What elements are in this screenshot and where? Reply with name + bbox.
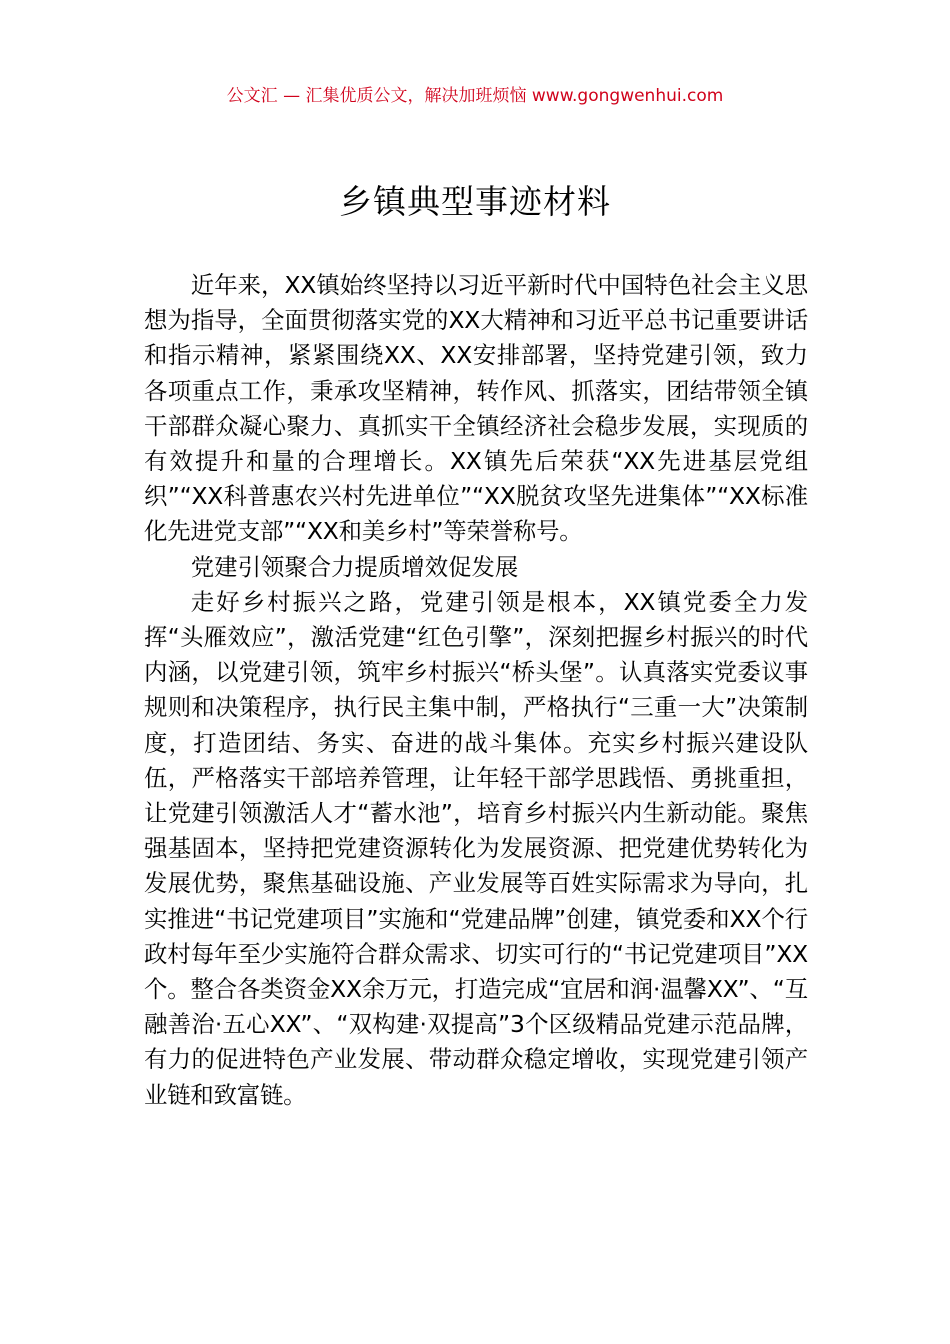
site-banner: 公文汇 — 汇集优质公文，解决加班烦恼 www.gongwenhui.com (226, 86, 724, 106)
document-title: 乡镇典型事迹材料 (339, 182, 611, 221)
section-heading: 党建引领聚合力提质增效促发展 (190, 552, 519, 581)
document-body (144, 268, 808, 1113)
section-paragraph: 走好乡村振兴之路，党建引领是根本，XX镇党委全力发挥“头雁效应”，激活党建“红色引擎”，深刻把握乡村振兴的时代内涵，以党建引领，筑牢乡村振兴“桥头堡”。认真落实党委议事规则和决策程序，执行民主集中制，严格执行“三重一大”决策制度，打造团结、务实、奋进的战斗集体。充实乡村振兴建设队伍，严格落实干部培养管理，让年轻干部学思践悟、勇挑重担，让党建引领激活人才“蓄水池”，培育乡村振兴内生新动能。聚焦强基固本，坚持把党建资源转化为发展资源、把党建优势转化为发展优势，聚焦基础设施、产业发展等百姓实际需求为导向，扎实推进“书记党建项目”实施和“党建品牌”创建，镇党委和XX个行政村每年至少实施符合群众需求、切实可行的“书记党建项目”XX个。整合各类资金XX余万元，打造完成“宜居和润·温馨XX”、“互融善治·五心XX”、“双构建·双提高”3个区级精品党建示范品牌，有力的促进特色产业发展、带动群众稳定增收，实现党建引领产业链和致富链。 (144, 587, 808, 1109)
intro-paragraph: 近年来，XX镇始终坚持以习近平新时代中国特色社会主义思想为指导，全面贯彻落实党的XX大精神和习近平总书记重要讲话和指示精神，紧紧围绕XX、XX安排部署，坚持党建引领，致力各项重点工作，秉承攻坚精神，转作风、抓落实，团结带领全镇干部群众凝心聚力、真抓实干全镇经济社会稳步发展，实现质的有效提升和量的合理增长。XX镇先后荣获“XX先进基层党组织”“XX科普惠农兴村先进单位”“XX脱贫攻坚先进集体”“XX标准化先进党支部”“XX和美乡村”等荣誉称号。 (144, 271, 808, 546)
